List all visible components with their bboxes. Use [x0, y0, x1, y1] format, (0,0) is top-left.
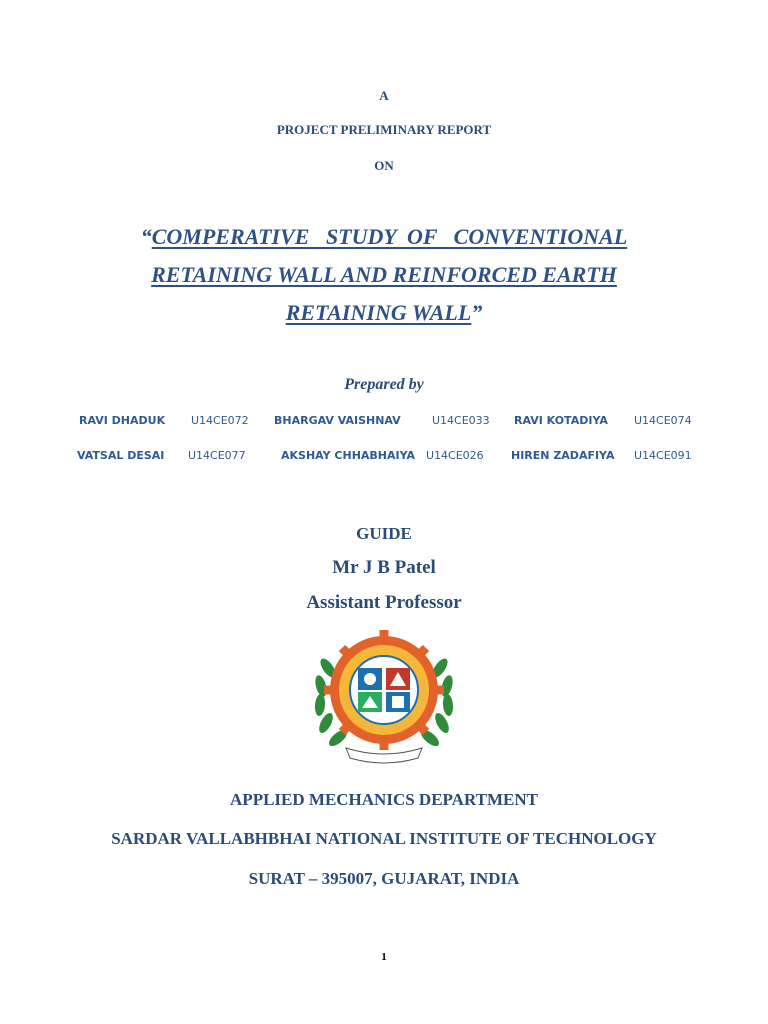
- student-name: VATSAL DESAI: [77, 449, 165, 462]
- title-text-2: RETAINING WALL AND REINFORCED EARTH: [151, 262, 617, 287]
- title-text-1: COMPERATIVE STUDY OF CONVENTIONAL: [151, 224, 628, 249]
- guide-heading: GUIDE: [356, 524, 412, 543]
- student-id: U14CE033: [432, 414, 490, 427]
- student-name: AKSHAY CHHABHAIYA: [281, 449, 416, 462]
- title-close-quote: ”: [471, 300, 483, 325]
- student-id: U14CE026: [426, 449, 484, 462]
- institute-name: SARDAR VALLABHBHAI NATIONAL INSTITUTE OF TECHNOLOGY: [111, 829, 657, 848]
- title-open-quote: “: [140, 224, 152, 249]
- header-report-type: PROJECT PRELIMINARY REPORT: [276, 122, 492, 137]
- student-name: RAVI DHADUK: [79, 414, 166, 427]
- title-text-3: RETAINING WALL: [285, 300, 472, 325]
- page-number: 1: [381, 951, 387, 963]
- student-id: U14CE072: [191, 414, 249, 427]
- header-on: ON: [374, 158, 394, 173]
- student-id: U14CE091: [634, 449, 692, 462]
- header-a: A: [379, 88, 389, 103]
- institute-address: SURAT – 395007, GUJARAT, INDIA: [248, 869, 520, 888]
- student-id: U14CE077: [188, 449, 246, 462]
- department-name: APPLIED MECHANICS DEPARTMENT: [230, 790, 538, 809]
- guide-designation: Assistant Professor: [306, 592, 462, 613]
- prepared-by-label: Prepared by: [344, 376, 424, 393]
- title-line-2: [0, 262, 768, 288]
- title-line-1: [0, 224, 768, 250]
- institute-seal-icon: [306, 628, 462, 766]
- student-name: BHARGAV VAISHNAV: [274, 414, 401, 427]
- guide-name: Mr J B Patel: [332, 557, 436, 578]
- student-id: U14CE074: [634, 414, 692, 427]
- title-line-3: [0, 300, 768, 326]
- student-name: HIREN ZADAFIYA: [511, 449, 615, 462]
- student-name: RAVI KOTADIYA: [514, 414, 608, 427]
